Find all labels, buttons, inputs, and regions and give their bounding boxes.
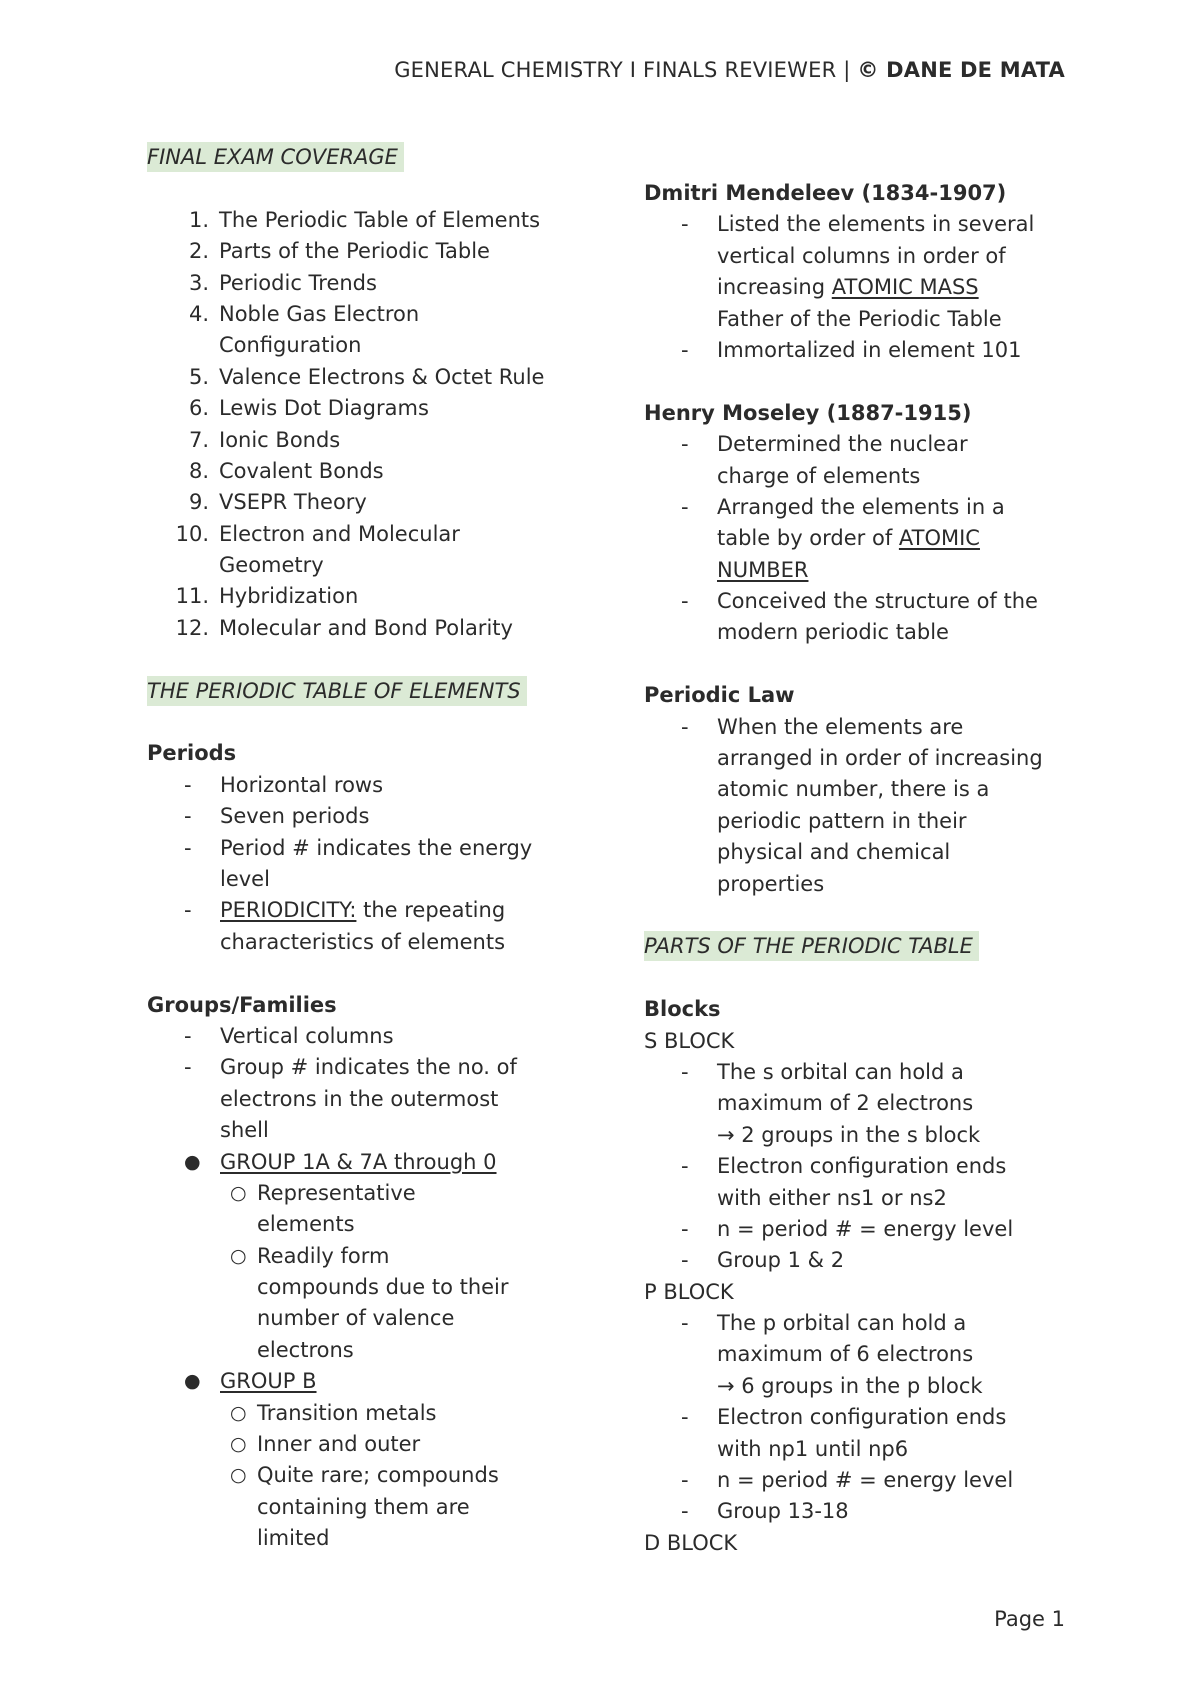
list-item: - Group 1 & 2	[681, 1248, 845, 1273]
coverage-item: 7. Ionic Bonds	[188, 427, 341, 452]
list-item-cont: vertical columns in order of	[717, 243, 1006, 268]
header-title: GENERAL CHEMISTRY I FINALS REVIEWER |	[394, 58, 858, 82]
list-item-cont: modern periodic table	[717, 620, 949, 645]
section-parts-periodic-table: PARTS OF THE PERIODIC TABLE	[644, 931, 979, 961]
s-block-label: S BLOCK	[644, 1028, 735, 1053]
coverage-item-cont: Configuration	[219, 333, 362, 358]
list-item-cont: NUMBER	[717, 557, 809, 582]
list-item-cont: maximum of 2 electrons	[717, 1091, 974, 1116]
section-final-exam-coverage: FINAL EXAM COVERAGE	[147, 142, 404, 172]
list-item: - Period # indicates the energy	[184, 835, 533, 860]
list-item: - n = period # = energy level	[681, 1216, 1014, 1241]
list-item: - Electron configuration ends	[681, 1405, 1007, 1430]
list-item-cont: level	[220, 866, 270, 891]
list-item: - Immortalized in element 101	[681, 337, 1022, 362]
moseley-heading: Henry Moseley (1887-1915)	[644, 400, 972, 425]
list-item: - Horizontal rows	[184, 772, 384, 797]
section-periodic-table: THE PERIODIC TABLE OF ELEMENTS	[147, 676, 527, 706]
list-item-cont: shell	[220, 1118, 269, 1143]
circle-bullet-icon: ○	[230, 1401, 247, 1424]
list-item-cont: physical and chemical	[717, 840, 951, 865]
coverage-list	[147, 205, 577, 644]
list-item-cont: electrons in the outermost	[220, 1086, 499, 1111]
p-block-label: P BLOCK	[644, 1279, 734, 1304]
blocks-heading: Blocks	[644, 997, 721, 1022]
sub-item: ○ Inner and outer	[147, 1429, 577, 1460]
list-item: - The p orbital can hold a	[681, 1311, 967, 1336]
sub-item-cont: containing them are	[257, 1494, 470, 1519]
list-item-cont: maximum of 6 electrons	[717, 1342, 974, 1367]
d-block-label: D BLOCK	[644, 1530, 738, 1555]
sub-item-cont: number of valence	[257, 1306, 455, 1331]
groups-heading: Groups/Families	[147, 992, 337, 1017]
list-item: - Vertical columns	[184, 1023, 394, 1048]
circle-bullet-icon: ○	[230, 1244, 247, 1267]
list-item: - Arranged the elements in a	[681, 494, 1005, 519]
bullet-icon: ●	[184, 1370, 201, 1393]
sub-item-cont: limited	[257, 1526, 330, 1551]
periodic-law-heading: Periodic Law	[644, 683, 795, 708]
list-item-cont: → 2 groups in the s block	[717, 1122, 981, 1147]
list-item-cont: with np1 until np6	[717, 1436, 909, 1461]
list-item-cont: arranged in order of increasing	[717, 746, 1043, 771]
list-item-cont: periodic pattern in their	[717, 808, 967, 833]
list-item: - Determined the nuclear	[681, 432, 968, 457]
list-item: - Listed the elements in several	[681, 212, 1035, 237]
list-item-cont: properties	[717, 871, 825, 896]
bullet-item: ● GROUP B	[147, 1366, 577, 1397]
periods-heading: Periods	[147, 741, 237, 766]
bullet-icon: ●	[184, 1150, 201, 1173]
list-item-cont: table by order of ATOMIC	[717, 526, 980, 551]
coverage-item: 4. Noble Gas Electron	[188, 301, 420, 326]
sub-item-cont: electrons	[257, 1337, 354, 1362]
coverage-item-cont: Geometry	[219, 553, 324, 578]
list-item: - Conceived the structure of the	[681, 589, 1038, 614]
list-item: - The s orbital can hold a	[681, 1059, 964, 1084]
mendeleev-heading: Dmitri Mendeleev (1834-1907)	[644, 181, 1007, 205]
sub-item: ○ Representative	[147, 1178, 577, 1209]
list-item-cont: Father of the Periodic Table	[717, 306, 1002, 331]
page-number: Page 1	[994, 1607, 1065, 1631]
coverage-item: 10. Electron and Molecular	[175, 521, 460, 546]
circle-bullet-icon: ○	[230, 1464, 247, 1487]
sub-item: ○ Readily form	[147, 1241, 577, 1272]
header-author: © DANE DE MATA	[857, 58, 1065, 82]
left-column	[147, 142, 577, 1555]
page-header	[394, 58, 1065, 82]
coverage-item: 12. Molecular and Bond Polarity	[175, 615, 513, 640]
right-column	[644, 178, 1074, 1559]
bullet-item: ● GROUP 1A & 7A through 0	[147, 1147, 577, 1178]
sub-item-cont: elements	[257, 1212, 355, 1237]
list-item: - n = period # = energy level	[681, 1468, 1014, 1493]
coverage-item: 3. Periodic Trends	[188, 270, 377, 295]
list-item-cont: with either ns1 or ns2	[717, 1185, 947, 1210]
list-item-cont: increasing ATOMIC MASS	[717, 275, 979, 300]
list-item-cont: characteristics of elements	[220, 929, 506, 954]
list-item: - Group # indicates the no. of	[184, 1055, 517, 1080]
list-item: - Group 13-18	[681, 1499, 849, 1524]
coverage-item: 2. Parts of the Periodic Table	[188, 239, 490, 264]
coverage-item: 5. Valence Electrons & Octet Rule	[188, 364, 545, 389]
sub-item: ○ Transition metals	[147, 1398, 577, 1429]
coverage-item: 8. Covalent Bonds	[188, 458, 384, 483]
list-item: - Seven periods	[184, 804, 370, 829]
sub-item: ○ Quite rare; compounds	[147, 1460, 577, 1491]
coverage-item: 6. Lewis Dot Diagrams	[188, 396, 429, 421]
list-item-cont: → 6 groups in the p block	[717, 1373, 983, 1398]
list-item: - PERIODICITY: the repeating	[184, 898, 506, 923]
list-item: - Electron configuration ends	[681, 1154, 1007, 1179]
list-item-cont: charge of elements	[717, 463, 921, 488]
coverage-item: 1. The Periodic Table of Elements	[188, 207, 541, 232]
periodicity-term: PERIODICITY:	[220, 898, 357, 923]
sub-item-cont: compounds due to their	[257, 1275, 509, 1300]
circle-bullet-icon: ○	[230, 1433, 247, 1456]
coverage-item: 9. VSEPR Theory	[188, 490, 367, 515]
coverage-item: 11. Hybridization	[175, 584, 359, 609]
circle-bullet-icon: ○	[230, 1181, 247, 1204]
list-item-cont: atomic number, there is a	[717, 777, 990, 802]
list-item: - When the elements are	[681, 714, 964, 739]
